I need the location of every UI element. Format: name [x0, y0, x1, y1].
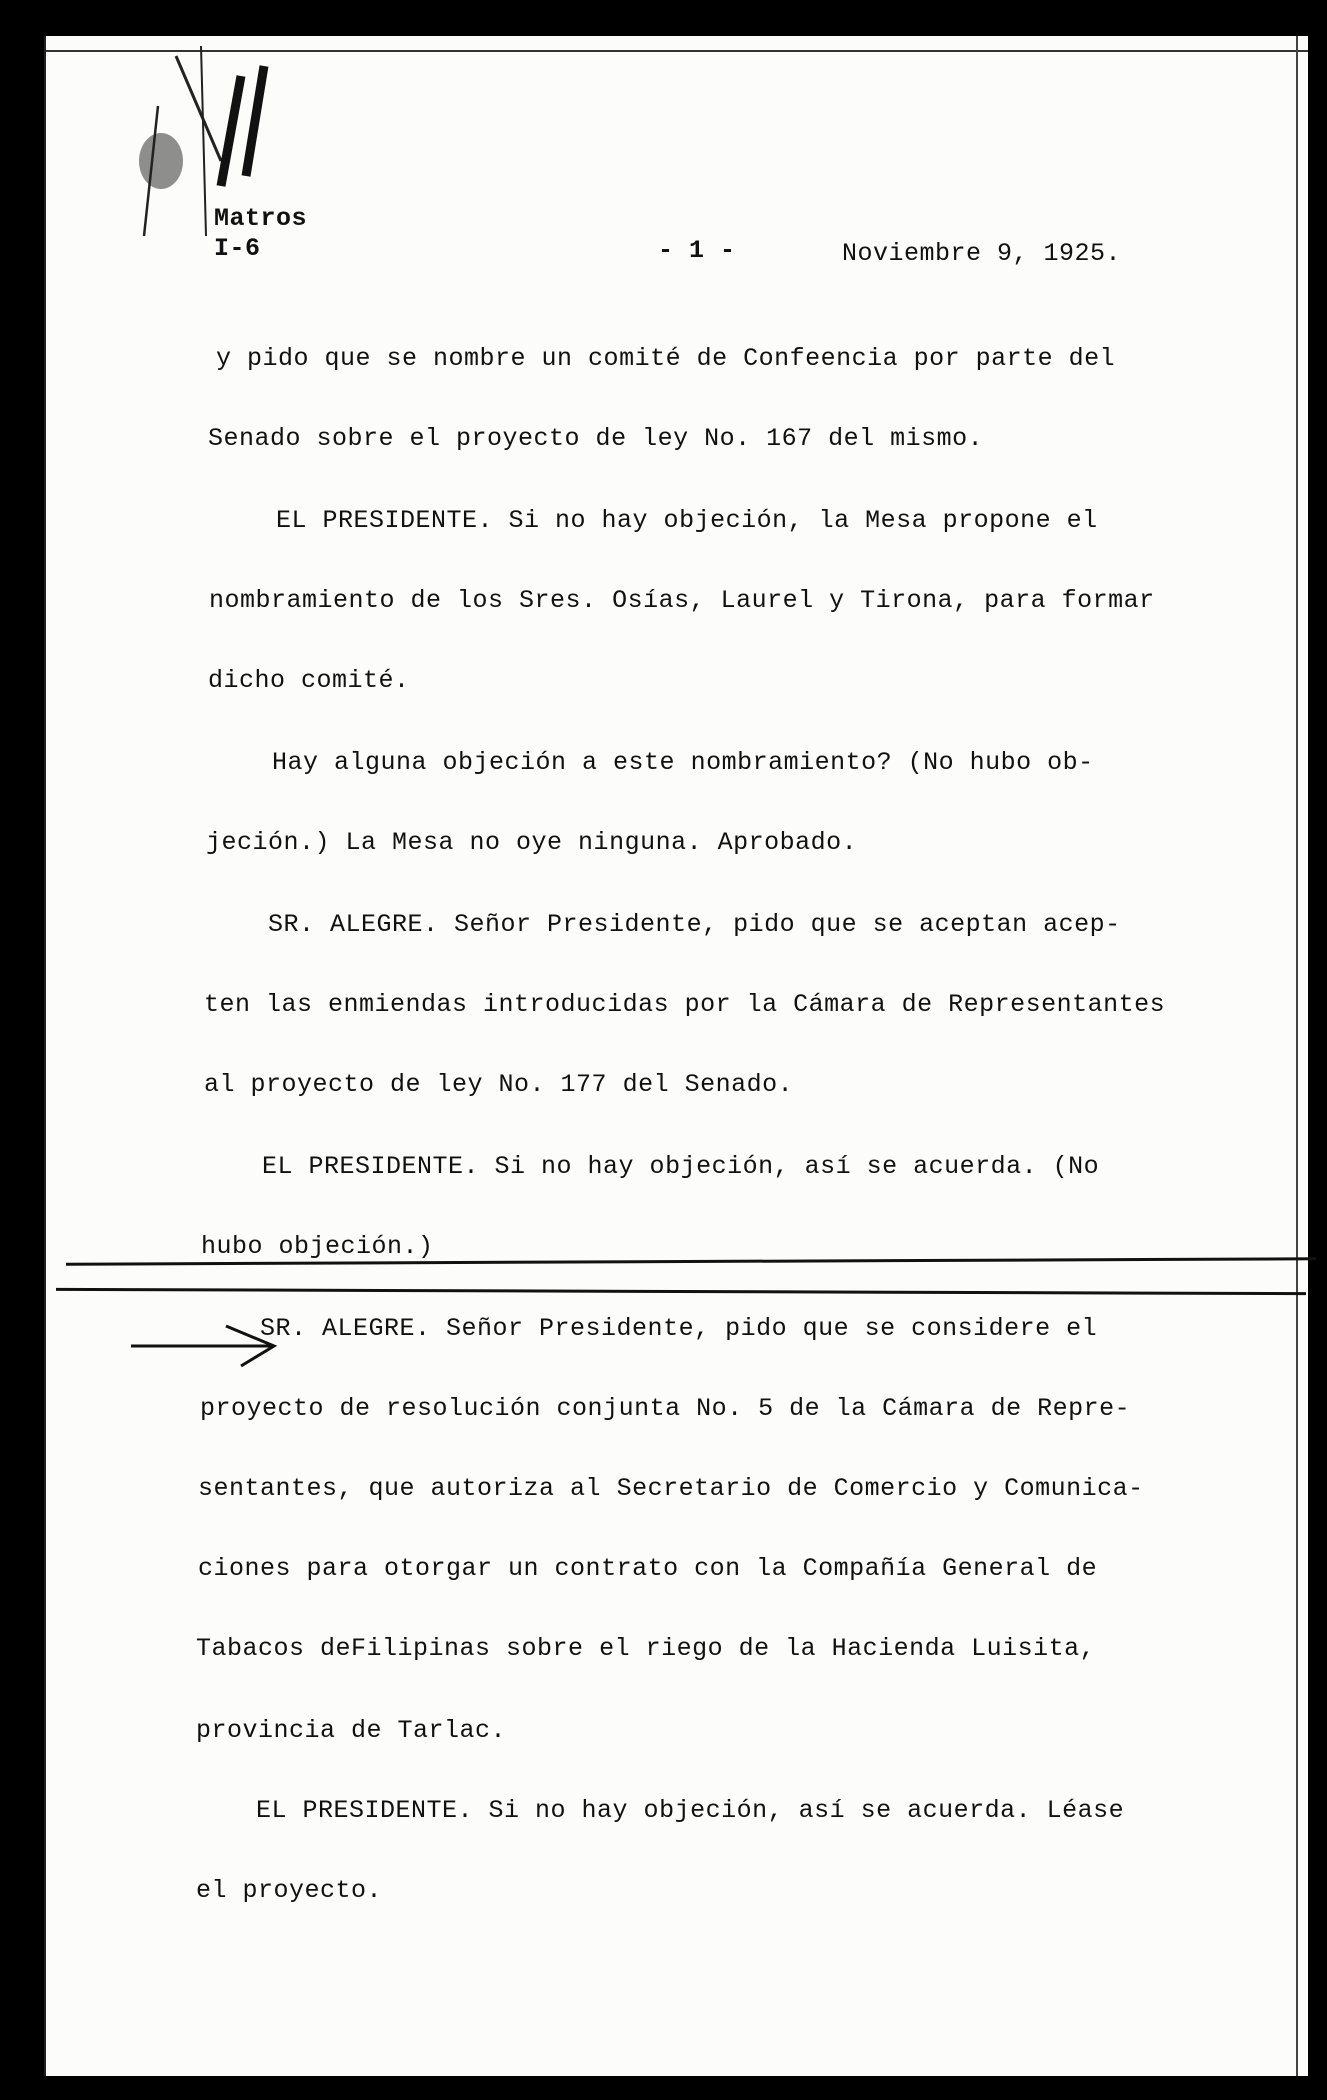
handwritten-marks	[46, 36, 1308, 2076]
text-line: Hay alguna objeción a este nombramiento? (No hubo ob-	[272, 748, 1094, 777]
pen-slash	[176, 56, 221, 161]
text-line: al proyecto de ley No. 177 del Senado.	[204, 1070, 794, 1099]
text-line: dicho comité.	[208, 666, 410, 695]
text-line: proyecto de resolución conjunta No. 5 de la Cámara de Repre-	[200, 1394, 1131, 1423]
text-line: SR. ALEGRE. Señor Presidente, pido que se aceptan acep-	[268, 910, 1121, 939]
pen-slash	[201, 46, 206, 236]
text-line: hubo objeción.)	[201, 1232, 434, 1261]
text-line: SR. ALEGRE. Señor Presidente, pido que se considere el	[260, 1314, 1098, 1343]
text-line: sentantes, que autoriza al Secretario de Comercio y Comunica-	[198, 1474, 1144, 1503]
text-line: provincia de Tarlac.	[196, 1716, 507, 1745]
document-page	[44, 36, 1308, 2076]
text-line: Senado sobre el proyecto de ley No. 167 del mismo.	[208, 424, 984, 453]
arrow-mark	[131, 1326, 274, 1366]
pen-slash	[221, 76, 241, 186]
text-line: ten las enmiendas introducidas por la Cámara de Representantes	[204, 990, 1166, 1019]
text-line: ciones para otorgar un contrato con la Compañía General de	[198, 1554, 1098, 1583]
document-date: Noviembre 9, 1925.	[842, 239, 1122, 268]
text-line: jeción.) La Mesa no oye ninguna. Aprobado.	[206, 828, 858, 857]
ink-smudge	[139, 133, 183, 189]
page-number: - 1 -	[658, 236, 736, 265]
text-line: Tabacos deFilipinas sobre el riego de la Hacienda Luisita,	[196, 1634, 1096, 1663]
text-line: EL PRESIDENTE. Si no hay objeción, así se acuerda. (No	[262, 1152, 1100, 1181]
text-line: nombramiento de los Sres. Osías, Laurel y Tirona, para formar	[209, 586, 1155, 615]
text-line: EL PRESIDENTE. Si no hay objeción, así se acuerda. Léase	[256, 1796, 1125, 1825]
pen-slash	[246, 66, 264, 176]
header-name: Matros	[214, 204, 308, 233]
text-line: el proyecto.	[196, 1876, 383, 1905]
header-code: I-6	[214, 234, 261, 263]
text-line: EL PRESIDENTE. Si no hay objeción, la Mesa propone el	[276, 506, 1098, 535]
text-line: y pido que se nombre un comité de Confeencia por parte del	[216, 344, 1116, 373]
